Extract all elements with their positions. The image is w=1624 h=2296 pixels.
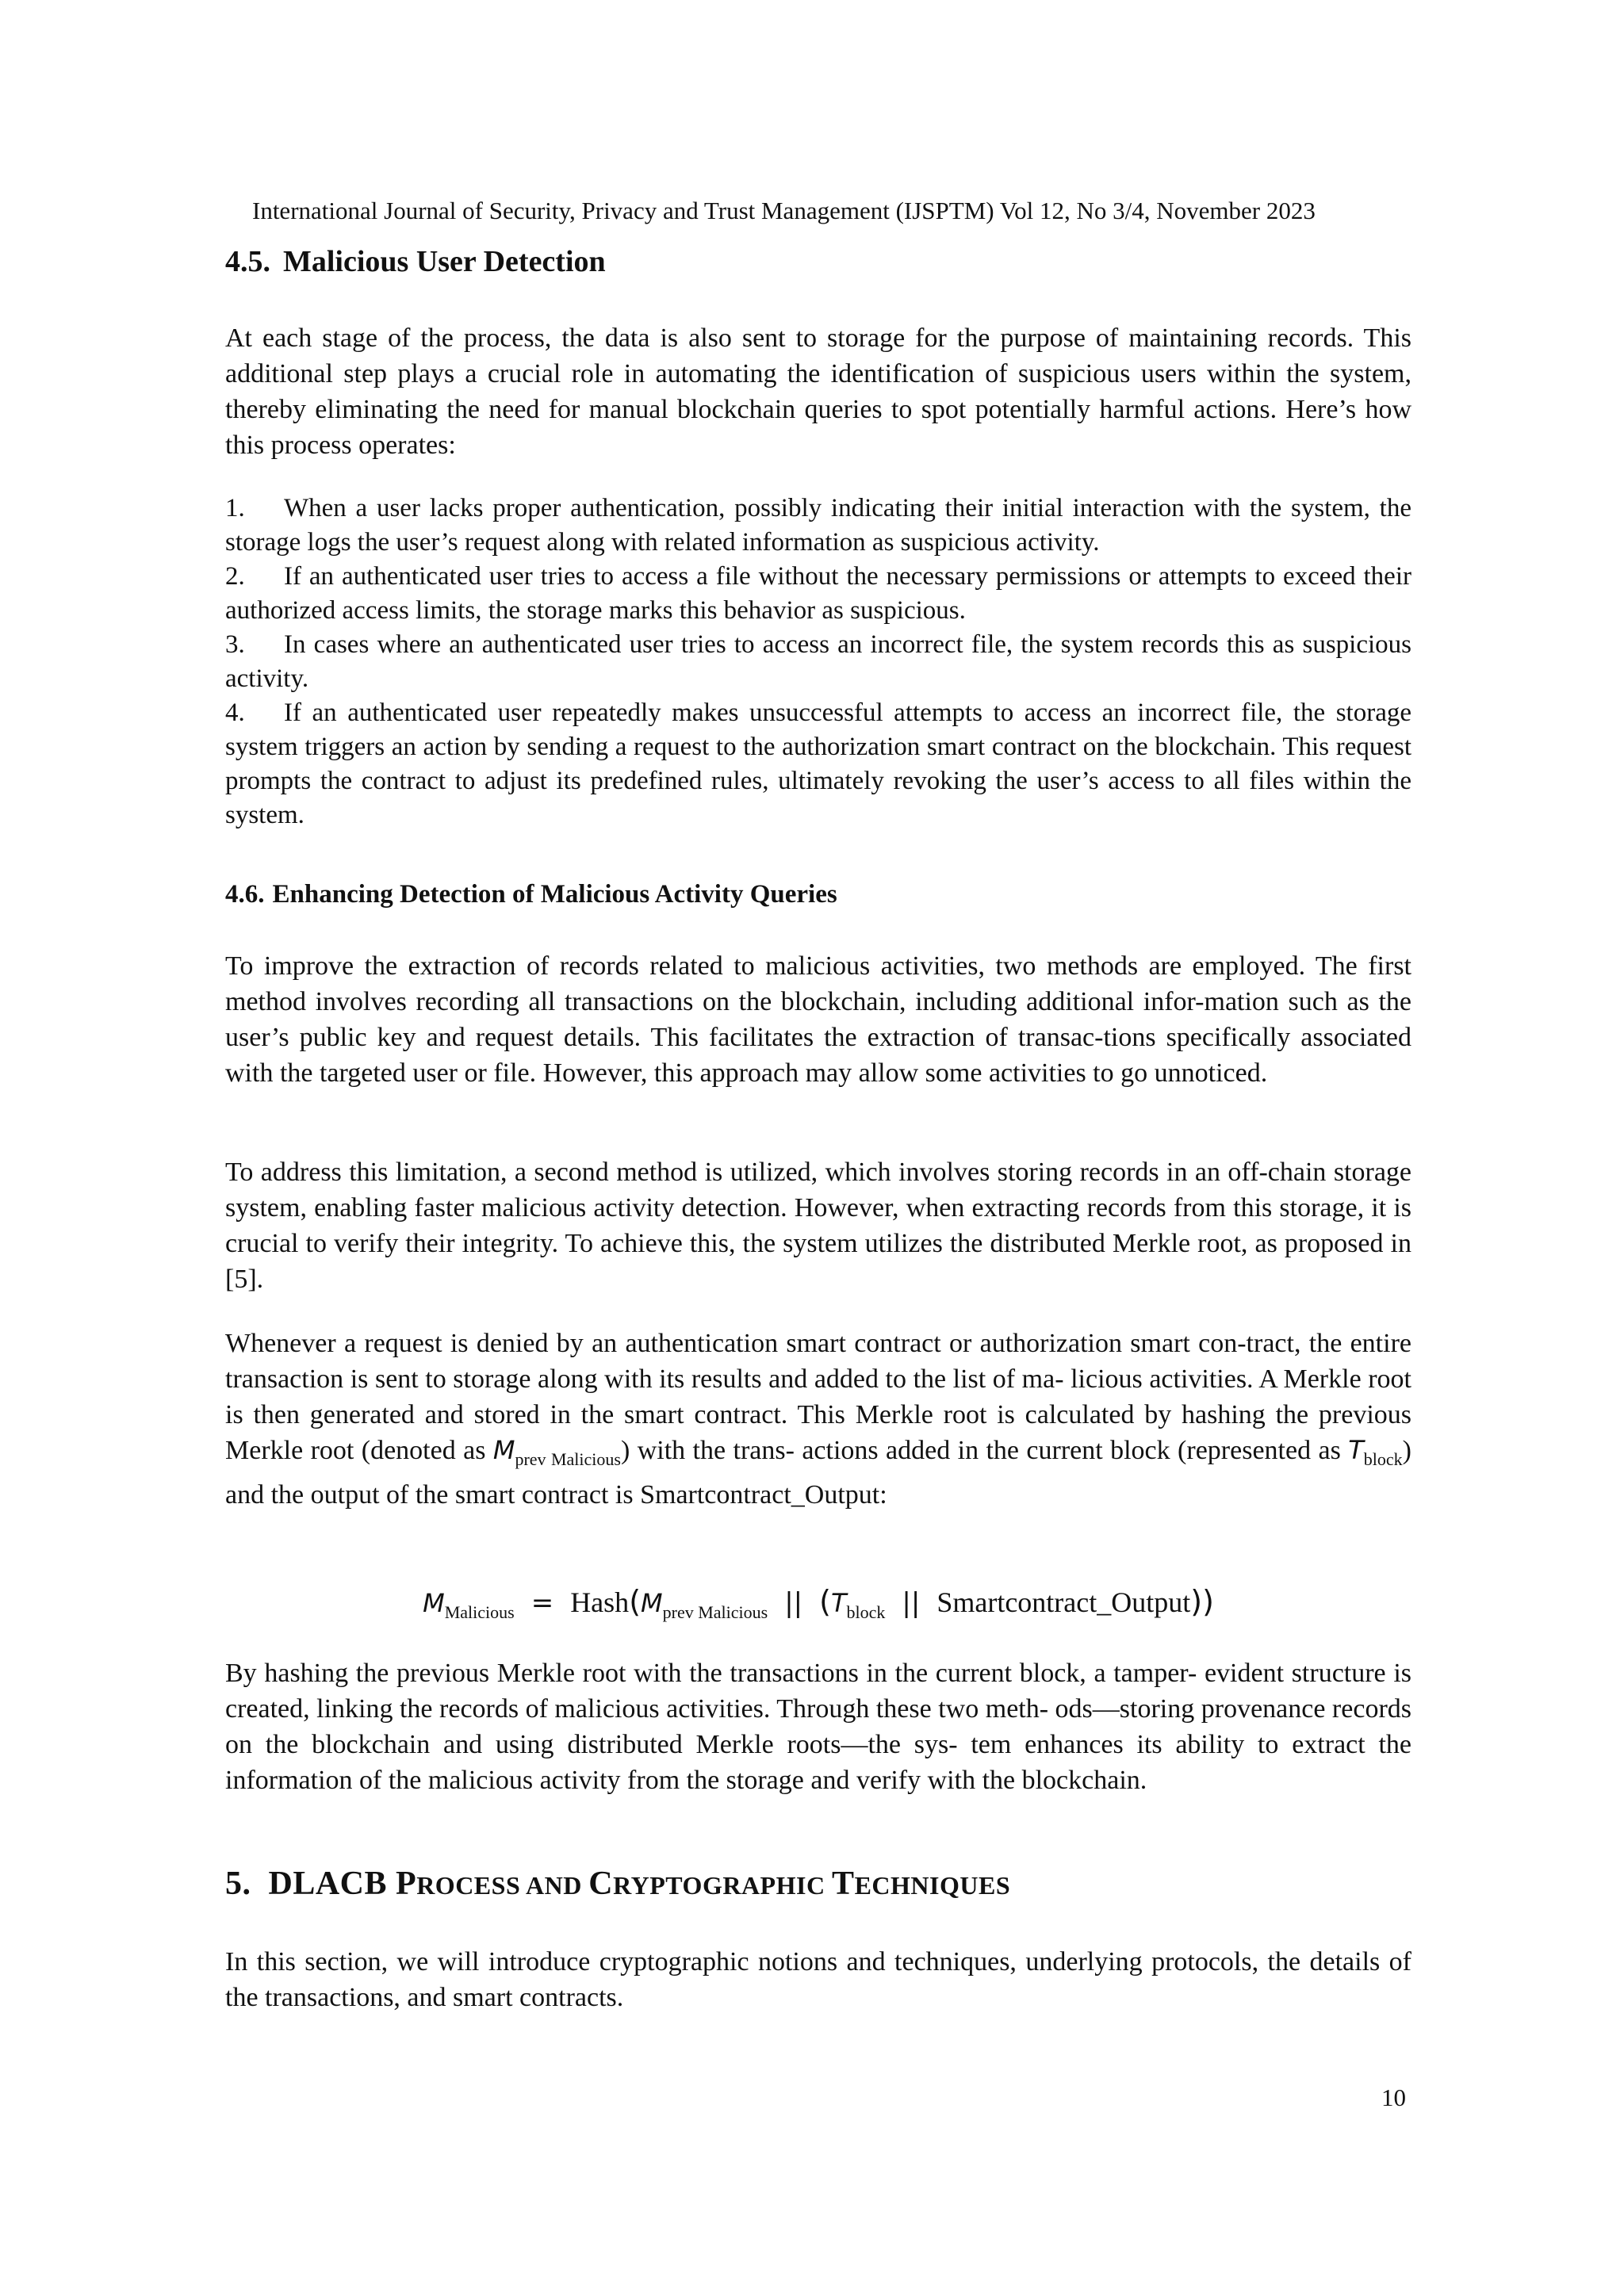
section-number: 5. [225, 1866, 251, 1902]
list-item-number: 1. [225, 494, 245, 522]
math-subscript: block [1363, 1449, 1403, 1469]
title-part: DLACB [268, 1866, 396, 1902]
title-part: RYPTOGRAPHIC [613, 1871, 833, 1900]
list-item [225, 492, 1411, 560]
math-symbol: M [423, 1588, 445, 1618]
concat-operator: || [784, 1587, 803, 1619]
list-item-text: When a user lacks proper authentication, possibly indicating their initial interaction with the system, the storage logs the user’s request along with related information as suspicious activity. [225, 494, 1411, 557]
section-4-6-paragraph-3 [225, 1326, 1411, 1513]
title-part: ECHNIQUES [854, 1871, 1011, 1900]
paragraph-text: Whenever a request is denied by an authentication smart contract or authorization smart con-tract, the entire transaction is sent to storage along with its results and added to the list of ma- licious activities. A Merkle root is then generated and stored in the smart contract. This Merkle root is calculated by hashing the previous Merkle root (denoted as [225, 1329, 1411, 1465]
paragraph: In this section, we will introduce cryptographic notions and techniques, underlying protocols, the details of the transactions, and smart contracts. [225, 1947, 1411, 2012]
smart-contract-output: Smartcontract_Output [936, 1586, 1191, 1618]
section-heading-4-5 [225, 244, 1411, 279]
section-heading-5 [225, 1865, 1411, 1903]
running-header: International Journal of Security, Privacy and Trust Management (IJSPTM) Vol 12, No 3/4, November 2023 [252, 197, 1316, 224]
paragraph: At each stage of the process, the data is also sent to storage for the purpose of maintaining records. This additional step plays a crucial role in automating the identification of suspicious users within the system, thereby eliminating the need for manual blockchain queries to spot potentially harmful actions. Here’s how this process operates: [225, 323, 1411, 460]
open-paren: ( [629, 1584, 642, 1619]
paragraph [225, 1326, 1411, 1513]
list-item-number: 3. [225, 630, 245, 659]
math-subscript: block [846, 1602, 886, 1622]
section-4-6-paragraph-2 [225, 1154, 1411, 1297]
hash-function: Hash [570, 1586, 630, 1618]
math-symbol: T [830, 1588, 847, 1618]
section-title [225, 1865, 1411, 1903]
paragraph: To address this limitation, a second method is utilized, which involves storing records in an off-chain storage system, enabling faster malicious activity detection. However, when extracting records from this storage, it is crucial to verify their integrity. To achieve this, the system utilizes the distributed Merkle root, as proposed in [5]. [225, 1158, 1411, 1294]
list-item-text: If an authenticated user tries to access a file without the necessary permissions or attempts to exceed their authorized access limits, the storage marks this behavior as suspicious. [225, 562, 1411, 625]
section-title-text: Enhancing Detection of Malicious Activity Queries [272, 880, 837, 909]
close-paren: )) [1190, 1584, 1214, 1619]
math-subscript: Malicious [444, 1602, 515, 1622]
section-5-intro [225, 1944, 1411, 2015]
section-number: 4.6. [225, 880, 265, 909]
subsection-title [225, 880, 1411, 909]
paragraph: To improve the extraction of records related to malicious activities, two methods are employed. The first method involves recording all transactions on the blockchain, including additional infor-mation such as the user’s public key and request details. This facilitates the extraction of transac-tions specifically associated with the targeted user or file. However, this approach may allow some activities to go unnoticed. [225, 951, 1411, 1088]
paragraph-text: ) and the output of the smart contract is Smartcontract_Output: [225, 1436, 1411, 1510]
section-4-5-intro [225, 320, 1411, 463]
section-4-6-paragraph-4 [225, 1655, 1411, 1798]
math-subscript: prev Malicious [515, 1449, 621, 1469]
math-symbol: M [492, 1435, 515, 1465]
section-title-text: Malicious User Detection [283, 245, 606, 278]
open-paren: ( [819, 1584, 831, 1619]
section-number: 4.5. [225, 245, 270, 278]
title-part: ROCESS AND [416, 1871, 589, 1900]
page-number: 10 [1381, 2084, 1406, 2111]
merkle-root-equation [225, 1584, 1411, 1623]
title-part: C [588, 1866, 614, 1902]
detection-steps-list [225, 492, 1411, 832]
title-part: P [396, 1866, 417, 1902]
equals-sign: = [530, 1587, 554, 1619]
paragraph-text: ) with the trans- actions added in the current block (represented as [620, 1436, 1349, 1465]
list-item-number: 4. [225, 698, 245, 727]
list-item-text: In cases where an authenticated user tries to access an incorrect file, the system records this as suspicious activity. [225, 630, 1411, 693]
title-part: T [832, 1866, 855, 1902]
section-heading-4-6 [225, 880, 1411, 909]
list-item [225, 560, 1411, 628]
section-title [225, 244, 1411, 279]
list-item-number: 2. [225, 562, 245, 591]
list-item [225, 696, 1411, 832]
math-symbol: M [641, 1588, 663, 1618]
list-item-text: If an authenticated user repeatedly makes unsuccessful attempts to access an incorrect file, the storage system triggers an action by sending a request to the authorization smart contract on the blockchain. This request prompts the contract to adjust its predefined rules, ultimately revoking the user’s access to all files within the system. [225, 698, 1411, 829]
list-item [225, 628, 1411, 696]
paragraph: By hashing the previous Merkle root with the transactions in the current block, a tamper- evident structure is created, linking the records of malicious activities. Through these two meth- ods—storing provenance records on the blockchain and using distributed Merkle roots—the sys- tem enhances its ability to extract the information of the malicious activity from the storage and verify with the blockchain. [225, 1659, 1411, 1795]
math-symbol: T [1348, 1435, 1364, 1465]
math-subscript: prev Malicious [662, 1602, 768, 1622]
section-4-6-paragraph-1 [225, 948, 1411, 1091]
concat-operator: || [902, 1587, 921, 1619]
